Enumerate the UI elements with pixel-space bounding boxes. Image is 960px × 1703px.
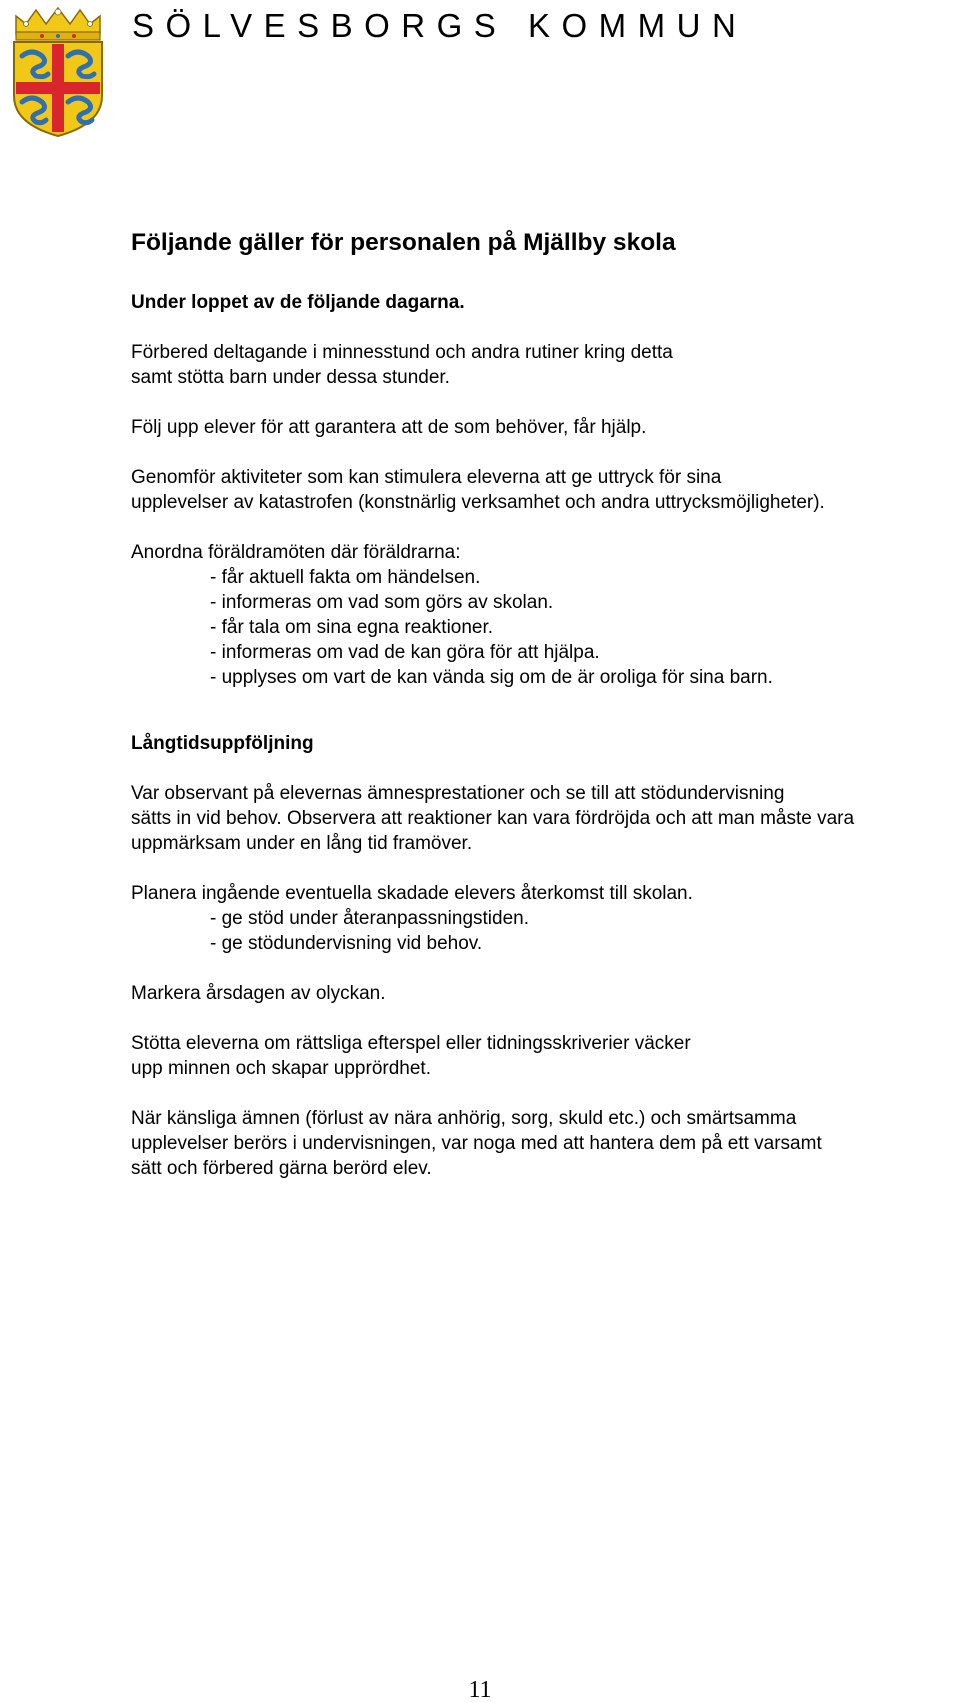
section-heading-following-days: Under loppet av de följande dagarna. — [131, 292, 465, 313]
text-line: Stötta eleverna om rättsliga efterspel eller tidningsskriverier väcker — [131, 1033, 691, 1054]
text-line: uppmärksam under en lång tid framöver. — [131, 833, 473, 854]
text-line: upp minnen och skapar upprördhet. — [131, 1058, 431, 1079]
paragraph-parent-meetings — [131, 540, 951, 690]
list-item: - får aktuell fakta om händelsen. — [210, 567, 481, 588]
crown-icon — [16, 8, 100, 40]
list-item: - ge stöd under återanpassningstiden. — [210, 908, 529, 929]
municipality-crest-logo — [6, 4, 110, 138]
paragraph-anniversary: Markera årsdagen av olyckan. — [131, 983, 386, 1004]
text-line: sätts in vid behov. Observera att reaktioner kan vara fördröjda och att man måste vara — [131, 808, 855, 829]
text-line: Förbered deltagande i minnesstund och andra rutiner kring detta — [131, 342, 673, 363]
text-line: Var observant på elevernas ämnesprestationer och se till att stödundervisning — [131, 783, 785, 804]
list-item: - får tala om sina egna reaktioner. — [210, 617, 494, 638]
text-line: samt stötta barn under dessa stunder. — [131, 367, 450, 388]
list-item: - upplyses om vart de kan vända sig om de är oroliga för sina barn. — [210, 667, 773, 688]
shield-icon — [14, 42, 102, 136]
text-line: sätt och förbered gärna berörd elev. — [131, 1158, 432, 1179]
page-title: Följande gäller för personalen på Mjällby skola — [131, 229, 676, 256]
list-intro: Anordna föräldramöten där föräldrarna: — [131, 542, 461, 563]
paragraph-memorial — [131, 340, 951, 390]
section-heading-long-term: Långtidsuppföljning — [131, 733, 314, 754]
text-line: upplevelser berörs i undervisningen, var noga med att hantera dem på ett varsamt — [131, 1133, 822, 1154]
list-item: - informeras om vad de kan göra för att hjälpa. — [210, 642, 600, 663]
paragraph-observe — [131, 781, 951, 856]
text-line: Genomför aktiviteter som kan stimulera eleverna att ge uttryck för sina — [131, 467, 722, 488]
paragraph-legal-aftermath — [131, 1031, 951, 1081]
page-number: 11 — [468, 1677, 492, 1703]
list-item: - ge stödundervisning vid behov. — [210, 933, 483, 954]
paragraph-activities — [131, 465, 951, 515]
paragraph-return — [131, 881, 951, 956]
paragraph-sensitive-topics — [131, 1106, 951, 1181]
text-line: upplevelser av katastrofen (konstnärlig verksamhet och andra uttrycksmöjligheter). — [131, 492, 825, 513]
list-item: - informeras om vad som görs av skolan. — [210, 592, 554, 613]
paragraph-follow-up: Följ upp elever för att garantera att de som behöver, får hjälp. — [131, 417, 647, 438]
municipality-name: SÖLVESBORGS KOMMUN — [132, 7, 748, 44]
list-intro: Planera ingående eventuella skadade elevers återkomst till skolan. — [131, 883, 693, 904]
text-line: När känsliga ämnen (förlust av nära anhörig, sorg, skuld etc.) och smärtsamma — [131, 1108, 797, 1129]
document-body — [131, 228, 951, 1181]
